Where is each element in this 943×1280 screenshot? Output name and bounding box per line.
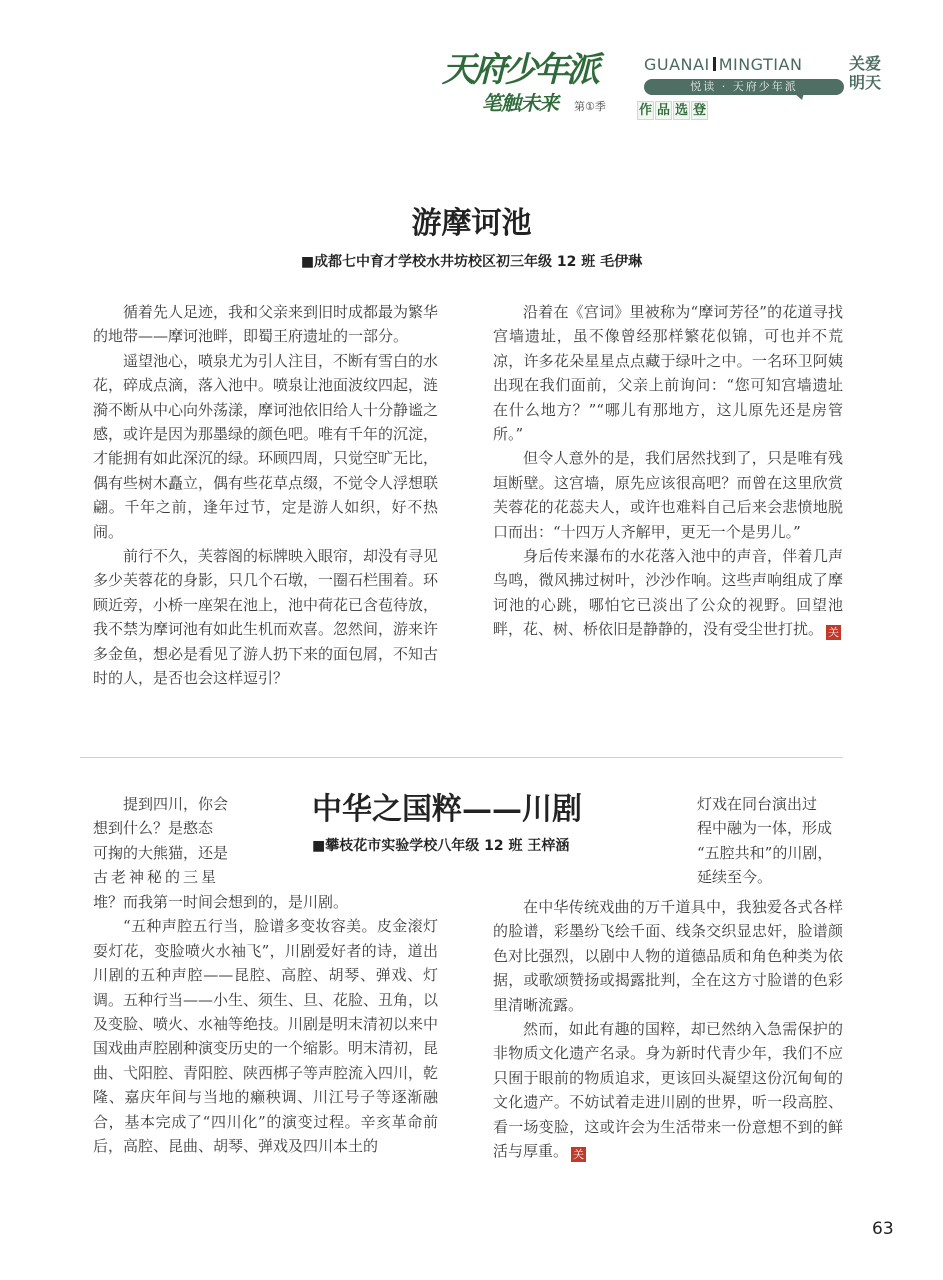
text-line: 想到什么？是憨态 xyxy=(93,819,214,838)
brand-pill: 悦读 · 天府少年派 xyxy=(644,79,844,95)
brand-care-line1: 关爱 xyxy=(849,54,882,73)
paragraph: 但令人意外的是，我们居然找到了，只是唯有残垣断壁。这宫墙，原先应该很高吧？而曾在这里欣赏芙蓉花的花蕊夫人，或许也难料自己后来会悲愤地脱口而出：“十四万人齐解甲，更无一个是男儿。” xyxy=(493,449,843,541)
brand-season: 第①季 xyxy=(574,100,606,113)
selected-works-label xyxy=(637,101,709,120)
brand-english-left: GUANAI xyxy=(644,55,710,74)
article2-right-column xyxy=(493,895,843,1163)
end-mark-icon: 关 xyxy=(573,1148,585,1162)
article-divider xyxy=(80,757,843,758)
paragraph-text: 然而，如此有趣的国粹，却已然纳入急需保护的非物质文化遗产名录。身为新时代青少年，我们不应只囿于眼前的物质追求，更该回头凝望这份沉甸甸的文化遗产。不妨试着走进川剧的世界，听一段高腔、看一场变脸，这或许会为生活带来一份意想不到的鲜活与厚重。 xyxy=(493,1020,843,1161)
brand-care xyxy=(849,54,889,92)
paragraph: “五种声腔五行当，脸谱多变妆容美。皮金滚灯耍灯花，变脸喷火水袖飞”，川剧爱好者的诗，道出川剧的五种声腔——昆腔、高腔、胡琴、弹戏、灯调。五种行当——小生、须生、旦、花脸、丑角，以及变脸、喷火、水袖等绝技。川剧是明末清初以来中国戏曲声腔剧种演变历史的一个缩影。明末清初，昆曲、弋阳腔、青阳腔、陕西梆子等声腔流入四川，乾隆、嘉庆年间与当地的癞秧调、川江号子等逐渐融合，基本完成了“四川化”的演变过程。辛亥革命前后，高腔、昆曲、胡琴、弹戏及四川本土的 xyxy=(93,917,439,1156)
brand-english-right: MINGTIAN xyxy=(718,55,803,74)
article2-left-top-lines xyxy=(93,792,293,890)
selected-char: 登 xyxy=(693,103,707,118)
article1-byline: ■成都七中育才学校水井坊校区初三年级 12 班 毛伊琳 xyxy=(300,254,643,270)
article2-byline: ■攀枝花市实验学校八年级 12 班 王梓涵 xyxy=(312,838,570,854)
text-line: 程中融为一体，形成 xyxy=(697,819,833,838)
article2-right-top-lines xyxy=(697,792,857,890)
masthead-logo xyxy=(442,50,902,125)
brand-subtitle: 笔触未来 xyxy=(482,91,558,115)
paragraph: 堆？而我第一时间会想到的，是川剧。 xyxy=(93,893,349,911)
article1-right-column xyxy=(493,300,843,642)
text-line: 可掬的大熊猫，还是 xyxy=(93,843,229,862)
article2-left-column xyxy=(93,890,438,1158)
paragraph: 遥望池心，喷泉尤为引人注目，不断有雪白的水花，碎成点滴，落入池中。喷泉让池面波纹四起，涟漪不断从中心向外荡漾，摩诃池依旧给人十分静谧之感，或许是因为那墨绿的颜色吧。唯有千年的沉淀，才能拥有如此深沉的绿。环顾四周，只觉空旷无比，偶有些树木矗立，偶有些花草点缀，不觉令人浮想联翩。千年之前，逢年过节，定是游人如织，好不热闹。 xyxy=(93,351,439,541)
selected-char: 作 xyxy=(639,103,653,118)
article2-title: 中华之国粹——川剧 xyxy=(312,792,582,827)
paragraph-last xyxy=(493,544,843,642)
selected-char: 品 xyxy=(657,103,671,118)
selected-char: 选 xyxy=(675,103,689,118)
article1-left-column xyxy=(93,300,438,691)
brand-title: 天府少年派 xyxy=(442,50,597,90)
paragraph: 循着先人足迹，我和父亲来到旧时成都最为繁华的地带——摩诃池畔，即蜀王府遗址的一部分。 xyxy=(93,303,439,346)
page-number: 63 xyxy=(872,1219,894,1239)
paragraph-text: 身后传来瀑布的水花落入池中的声音，伴着几声鸟鸣，微风拂过树叶，沙沙作响。这些声响组成了摩诃池的心跳，哪怕它已淡出了公众的视野。回望池畔，花、树、桥依旧是静静的，没有受尘世打扰。 xyxy=(493,547,843,639)
text-line: 提到四川，你会 xyxy=(123,795,229,813)
brand-english xyxy=(644,54,802,76)
brand-care-line2: 明天 xyxy=(849,73,882,92)
paragraph: 在中华传统戏曲的万千道具中，我独爱各式各样的脸谱，彩墨纷飞绘千面、线条交织显忠奸，脸谱颜色对比强烈，以剧中人物的道德品质和角色种类为依据，或歌颂赞扬或揭露批判，全在这方寸脸谱的色彩里清晰流露。 xyxy=(493,898,843,1014)
end-mark-icon: 关 xyxy=(828,626,840,640)
text-line: “五腔共和”的川剧， xyxy=(697,843,833,862)
article1-title: 游摩诃池 xyxy=(411,206,532,241)
paragraph-last xyxy=(493,1017,843,1163)
text-line: 灯戏在同台演出过 xyxy=(697,795,818,813)
paragraph: 前行不久，芙蓉阁的标牌映入眼帘，却没有寻见多少芙蓉花的身影，只几个石墩，一圈石栏围着。环顾近旁，小桥一座架在池上，池中荷花已含苞待放，我不禁为摩诃池有如此生机而欢喜。忽然间，游来许多金鱼，想必是看见了游人扔下来的面包屑，不知古时的人，是否也会这样逗引？ xyxy=(93,547,439,688)
text-line: 延续至今。 xyxy=(697,868,773,887)
paragraph: 沿着在《宫词》里被称为“摩诃芳径”的花道寻找宫墙遗址，虽不像曾经那样繁花似锦，可也并不荒凉，许多花朵星星点点藏于绿叶之中。一名环卫阿姨出现在我们面前，父亲上前询问：“您可知宫墙遗址在什么地方？”“哪儿有那地方，这儿原先还是房管所。” xyxy=(493,303,843,444)
text-line: 古老神秘的三星 xyxy=(93,868,220,887)
brand-separator xyxy=(713,57,716,71)
